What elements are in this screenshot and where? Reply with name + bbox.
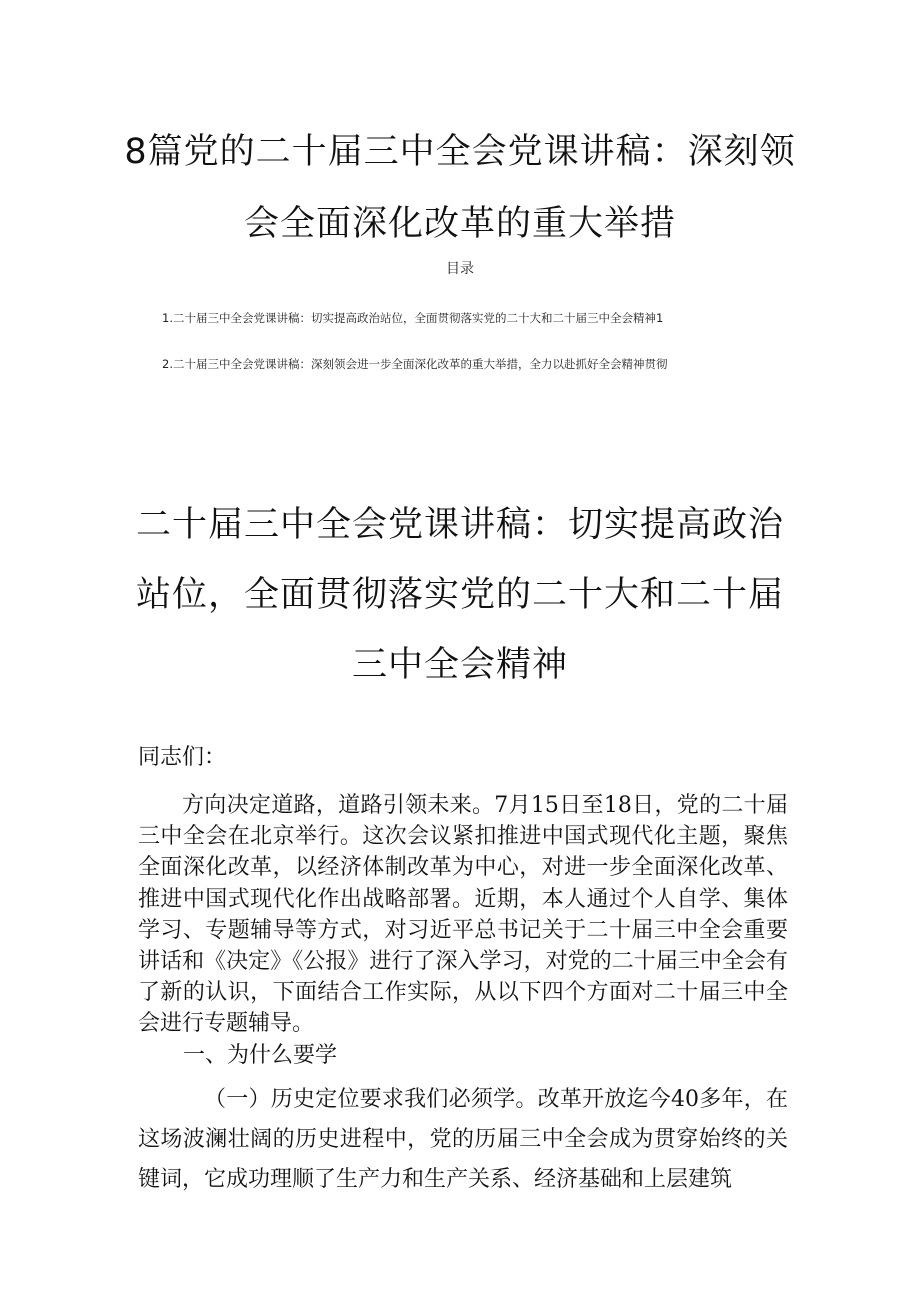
- toc-heading: 目录: [446, 261, 474, 277]
- section-title-line-1: 二十届三中全会党课讲稿：切实提高政治: [135, 505, 784, 545]
- document-title: [60, 116, 860, 260]
- section-heading: 一、为什么要学: [183, 1043, 338, 1068]
- body-paragraph: （一）历史定位要求我们必须学。改革开放迄今40多年，在这场波澜壮阔的历史进程中，党的历届三中全会成为贯穿始终的关键词，它成功理顺了生产力和生产关系、经济基础和上层建筑: [138, 1087, 788, 1192]
- document-title-line-2: 会全面深化改革的重大举措: [243, 204, 676, 244]
- document-title-line-1: 8篇党的二十届三中全会党课讲稿：深刻领: [124, 132, 796, 172]
- toc-item[interactable]: 2.二十届三中全会党课讲稿：深刻领会进一步全面深化改革的重大举措，全力以赴抓好全会精神贯彻: [162, 357, 668, 371]
- section-title: [60, 490, 860, 700]
- toc-item[interactable]: 1.二十届三中全会党课讲稿：切实提高政治站位，全面贯彻落实党的二十大和二十届三中全会精神1: [162, 311, 664, 325]
- salutation: 同志们：: [138, 745, 227, 770]
- section-title-line-2: 站位，全面贯彻落实党的二十大和二十届: [135, 575, 784, 615]
- section-title-line-3: 三中全会精神: [351, 645, 568, 685]
- body-paragraph: 方向决定道路，道路引领未来。7月15日至18日，党的二十届三中全会在北京举行。这次会议紧扣推进中国式现代化主题，聚焦全面深化改革，以经济体制改革为中心，对进一步全面深化改革、推进中国式现代化作出战略部署。近期，本人通过个人自学、集体学习、专题辅导等方式，对习近平总书记关于二十届三中全会重要讲话和《决定》《公报》进行了深入学习，对党的二十届三中全会有了新的认识，下面结合工作实际，从以下四个方面对二十届三中全会进行专题辅导。: [138, 793, 788, 1037]
